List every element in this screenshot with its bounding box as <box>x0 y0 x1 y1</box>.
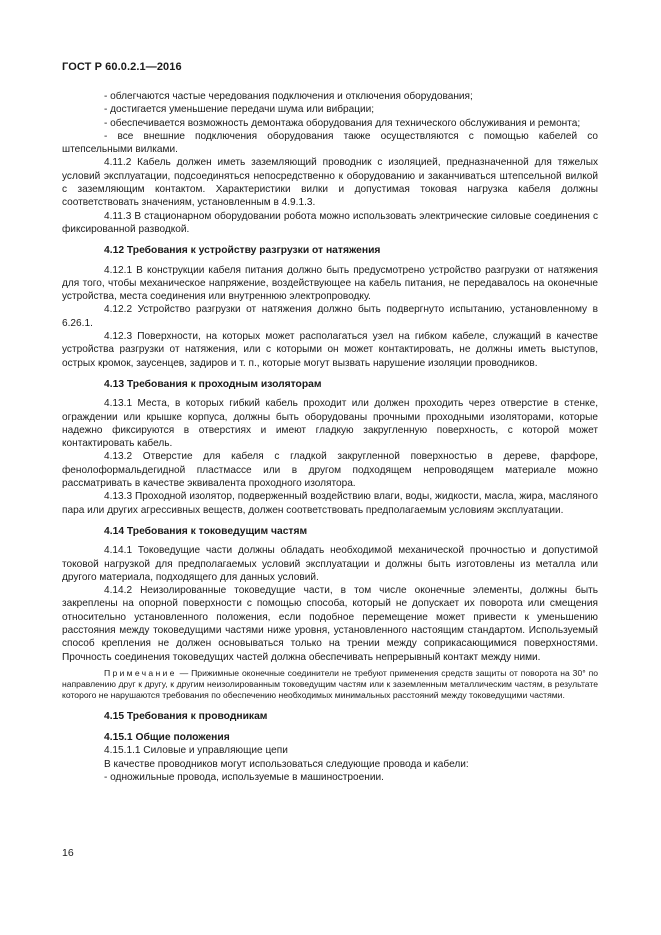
section-heading-4-14: 4.14 Требования к токоведущим частям <box>104 525 308 537</box>
paragraph-4-13-2: 4.13.2 Отверстие для кабеля с гладкой закругленной поверхностью в дереве, фарфоре, фенолоформальдегидной пластмассе или в другом подходящем непроводящем материале можно рассматривать в качестве эквивалента проходного изолятора. <box>62 451 598 490</box>
document-header: ГОСТ Р 60.0.2.1—2016 <box>62 61 182 73</box>
paragraph-4-12-3: 4.12.3 Поверхности, на которых может располагаться узел на гибком кабеле, служащий в качестве устройства разгрузки от натяжения, или с которыми он может контактировать, не должны иметь выступов, острых кромок, заусенцев, задиров и т. п., которые могут вызвать нарушение изоляции проводников. <box>62 331 598 369</box>
paragraph-4-12-2: 4.12.2 Устройство разгрузки от натяжения должно быть подвергнуто испытанию, установленному в 6.26.1. <box>62 304 598 329</box>
bullet-item: - все внешние подключения оборудования также осуществляются с помощью кабелей со штепсельными вилками. <box>62 130 598 156</box>
bullet-item: - достигается уменьшение передачи шума или вибрации; <box>104 104 375 116</box>
bullet-item: - обеспечивается возможность демонтажа оборудования для технического обслуживания и ремонта; <box>104 117 581 129</box>
paragraph-4-13-3: 4.13.3 Проходной изолятор, подверженный воздействию влаги, воды, жидкости, масла, жира, масляного пара или других агрессивных веществ, должен соответствовать предполагаемым условиям эксплуатации. <box>62 491 598 516</box>
note-label: Примечание <box>104 667 177 678</box>
note <box>62 668 598 702</box>
bullet-item: - облегчаются частые чередования подключения и отключения оборудования; <box>104 91 473 102</box>
paragraph-4-13-1: 4.13.1 Места, в которых гибкий кабель проходит или должен проходить через отверстие в стенке, ограждении или крышке корпуса, должны быть оборудованы прочными проходными изоляторами, которые надежно фиксируются в отверстиях и имеют гладкую закругленную поверхность, с которой может контактировать кабель. <box>62 398 598 450</box>
paragraph-4-11-3: 4.11.3 В стационарном оборудовании робота можно использовать электрические силовые соединения с фиксированной разводкой. <box>62 210 598 235</box>
paragraph-intro: В качестве проводников могут использоваться следующие провода и кабели: <box>104 758 469 770</box>
paragraph-4-14-1: 4.14.1 Токоведущие части должны обладать необходимой механической прочностью и допустимой токовой нагрузкой для предполагаемых условий эксплуатации и должны быть изготовлены из металла или другого материала, подходящего для данных условий. <box>62 545 598 583</box>
section-heading-4-13: 4.13 Требования к проходным изоляторам <box>104 378 322 390</box>
list-item: - одножильные провода, используемые в машиностроении. <box>104 771 384 783</box>
paragraph-4-14-2: 4.14.2 Неизолированные токоведущие части, в том числе оконечные элементы, должны быть закреплены на опорной поверхности с помощью способа, который не допускает их поворота или смещения относительно установленного положения, если подобное перемещение может привести к уменьшению расстояния между токоведущими частями ниже уровня, установленного настоящим стандартом. Используемый способ крепления не должен основываться только на трении между соприкасающимися поверхностями. Прочность соединения токоведущих частей должна обеспечивать непрерывный контакт между ними. <box>62 585 598 663</box>
section-heading-4-15: 4.15 Требования к проводникам <box>104 710 268 722</box>
paragraph-4-12-1: 4.12.1 В конструкции кабеля питания должно быть предусмотрено устройство разгрузки от натяжения для того, чтобы механическое напряжение, воздействующее на кабель питания, не передавалось на оконечные устройства, места соединения или внутреннюю электропроводку. <box>62 264 598 303</box>
page-number: 16 <box>62 847 74 859</box>
subsection-heading-4-15-1: 4.15.1 Общие положения <box>104 732 230 744</box>
section-heading-4-12: 4.12 Требования к устройству разгрузки от натяжения <box>104 245 381 257</box>
paragraph-4-15-1-1: 4.15.1.1 Силовые и управляющие цепи <box>104 745 288 757</box>
page-body <box>62 90 598 784</box>
note-text: — Прижимные оконечные соединители не требуют применения средств защиты от поворота на 30° по направлению друг к другу, к другим неизолированным токоведущим частям или к заземленным металлическим частям, в результате которого не нарушаются требования по обеспечению необходимых минимальных расстояний между токоведущими частями. <box>62 667 598 701</box>
paragraph-4-11-2: 4.11.2 Кабель должен иметь заземляющий проводник с изоляцией, предназначенной для тяжелых условий эксплуатации, подсоединяться непосредственно к оборудованию и заканчиваться штепсельной вилкой с заземляющим контактом. Характеристики вилки и допустимая токовая нагрузка кабеля должны соответствовать значениям, установленным в 4.9.1.3. <box>62 157 598 209</box>
